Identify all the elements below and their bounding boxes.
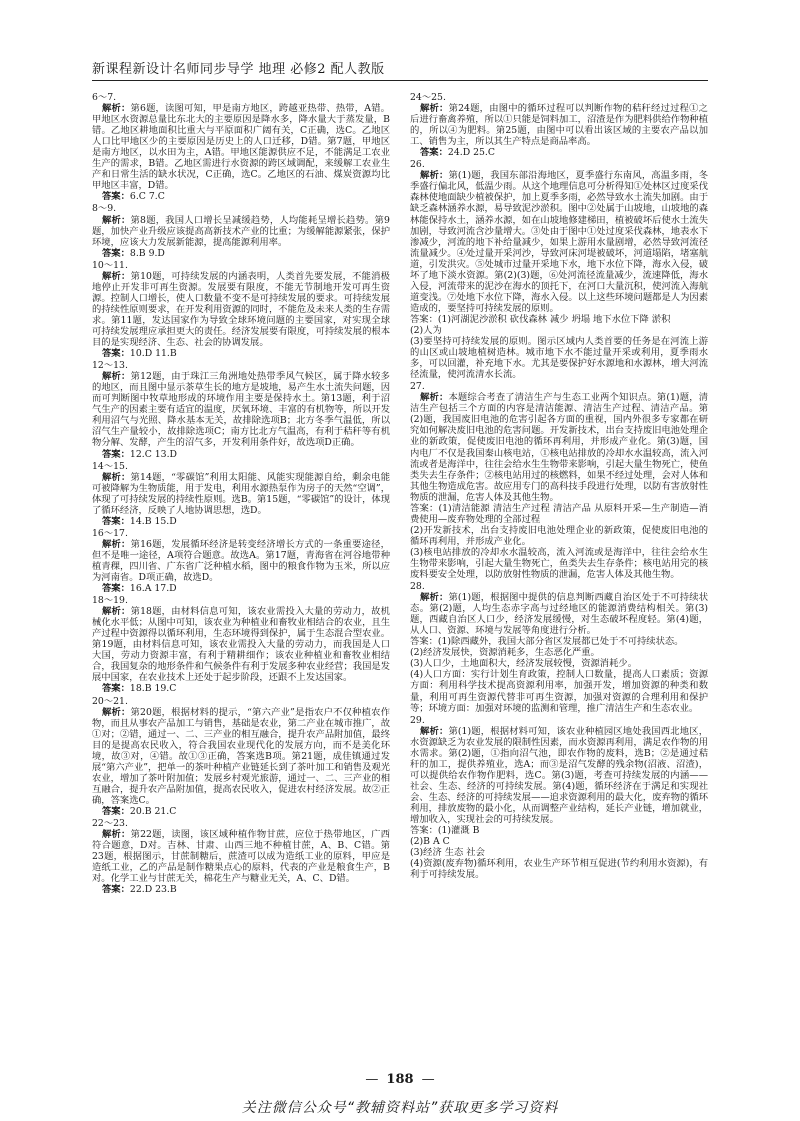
answer-entry	[92, 260, 390, 359]
answer-line	[92, 806, 390, 817]
answer-value: 16.A 17.D	[129, 583, 177, 595]
explanation-body: 第18题，由材料信息可知，该农业需投入大量的劳动力，故机械化水平低；从图中可知，该农业为种植业和畜牧业相结合的农业，且生产过程中资源得以循环利用，生态环境得到保护，属于生态混合型农业。第19题，由材料信息可知，该农业需投入大量的劳动力，而我国是人口大国，劳动力资源丰富，有利于精耕细作；该农业种植业和畜牧业相结合，我国复杂的地形条件和气候条件有利于发展多种农业经营；我国是发展中国家，在农业技术上还处于起步阶段，还跟不上发达国家。	[92, 606, 390, 684]
explanation-label: 解析：	[420, 592, 449, 604]
answer-label: 答案：	[102, 515, 130, 527]
explanation-label: 解析：	[102, 538, 131, 550]
explanation-text	[92, 606, 390, 683]
answer-subline: (3)要坚持可持续发展的原则。图示区域内人类首要的任务是在河流上游的山区或山坡地植树造林。城市地下水不能过量开采或利用，夏季雨水多，可以回灌，补充地下水。尤其是要保护好水源地和水源林，增大河流径流量，使河流清水长流。	[410, 336, 708, 381]
question-number: 22～23.	[92, 818, 128, 830]
answer-label: 答案：	[420, 147, 448, 159]
question-number: 27.	[410, 381, 425, 393]
answer-subline: (4)资源(废弃物)循环利用，农业生产环节相互促进(节约利用水资源)，有利于可持续发展。	[410, 858, 708, 881]
page-number-footer: — 188 —	[365, 1072, 435, 1087]
answer-line	[92, 348, 390, 359]
answer-value: 6.C 7.C	[129, 191, 165, 203]
explanation-label: 解析：	[420, 103, 449, 115]
answer-value: 10.D 11.B	[129, 348, 177, 360]
question-number: 6～7.	[92, 92, 117, 103]
answer-entry	[410, 581, 708, 714]
answer-entry	[92, 203, 390, 258]
answer-entry	[92, 528, 390, 594]
explanation-text	[410, 592, 708, 636]
question-number: 18～19.	[92, 595, 128, 607]
answer-value: 24.D 25.C	[447, 147, 495, 159]
explanation-body: 第(1)题，根据图中提供的信息判断西藏自治区处于不可持续状态。第(2)题，人均生态赤字高与过经地区的能源消费结构相关。第(3)题，西藏自治区人口少，经济发展缓慢，对生态破坏程度轻。第(4)题，从人口、资源、环境与发展等角度进行分析。	[410, 592, 708, 637]
explanation-text	[92, 472, 390, 516]
answer-subline: (2)经济发展快，资源消耗多，生态恶化严重。	[410, 647, 600, 659]
explanation-body: 第12题，由于珠江三角洲地处热带季风气候区，属于降水较多的地区，而且图中显示茶草生长的地方是坡地，易产生水土流失问题，因而可判断图中牧草地形成的环境作用主要是保持水土。第13题，利于沼气生产的因素主要有适宜的温度，厌氧环境、丰富的有机物等，所以开发利用沼气与光照、降水基本无关，故排除选项B；北方冬季气温低，所以沼气生产量较小，故排除选项C；南方比北方气温高，有利于秸秆等有机物分解、发酵，产生的沼气多，开发利用条件好，故选项D正确。	[92, 371, 390, 449]
answer-entry	[410, 715, 708, 881]
explanation-body: 第(1)题，我国东部沿海地区，夏季盛行东南风，高温多雨，冬季盛行偏北风，低温少雨。从这个地理信息可分析得知①处林区过度采伐森林使地面缺少植被保护，加上夏季多雨，必然导致水土流失加剧。由于缺乏森林涵养水源，易导致泥沙淤积。图中②处属于山坡地，山坡地的森林能保持水土，涵养水源，如在山坡地修建梯田，植被破坏后使水土流失加剧，导致河流含沙量增大。③处由于图中①处过度采伐森林，地表水下渗减少，河流的地下补给量减少，如果上游用水量剧增，必然导致河流径流量减少。④处过量开采河沙，导致河床河堤被破坏，河道塌陷，堵塞航道，引发洪灾。⑤处城市过量开采地下水，地下水位下降，海水入侵，破坏了地下淡水资源。第(2)(3)题，⑥处河流径流量减少，流速降低，海水入侵，河流带来的泥沙在海水的顶托下，在河口大量沉积，使河流入海航道变浅。⑦处地下水位下降，海水入侵。以上这些环境问题都是人为因素造成的，要坚持可持续发展的原则。	[410, 170, 708, 314]
answer-label: 答案：	[102, 583, 130, 595]
footer-handwritten-note: 关注微信公众号“教辅资料站”获取更多学习资料	[241, 1100, 559, 1116]
answer-label: 答案：	[102, 191, 130, 203]
explanation-text	[92, 103, 390, 191]
page-header: 新课程新设计名师同步导学 地理 必修2 配人教版	[92, 62, 385, 77]
answer-value: 14.B 15.D	[129, 515, 177, 527]
answer-subline: 答案：(1)河湖泥沙淤积 砍伐森林 减少 坍塌 地下水位下降 淤积	[410, 313, 671, 325]
answer-value: 18.B 19.C	[129, 683, 177, 695]
answer-entry	[410, 159, 708, 380]
answer-entry	[92, 696, 390, 818]
header-divider	[92, 80, 708, 81]
answer-label: 答案：	[102, 448, 130, 460]
explanation-label: 解析：	[102, 606, 131, 618]
explanation-label: 解析：	[102, 371, 131, 383]
answer-label: 答案：	[102, 806, 130, 817]
explanation-body: 第20题，根据材料的提示，“第六产业”是指农户不仅种植农作物，而且从事农产品加工与销售，基础是农业，第二产业在城市推广，故①对；②错，通过一、二、三产业的相互融合，提升农产品附加值，最终目的是提高农民收入，符合我国农业现代化的发展方向，而不是美化环境，故③对，④错。故①③正确，答案选B项。第21题，成佳镇通过发展“第六产业”，把单一的茶叶种植产业链延长到了茶叶加工和销售及观光农业，增加了茶叶附加值；发展乡村观光旅游，通过一、二、三产业的相互融合，提升农产品附加值，提高农民收入，促进农村经济发展。故②正确，答案选C。	[92, 706, 390, 806]
page-number: 188	[386, 1072, 414, 1087]
question-number: 12～13.	[92, 360, 128, 372]
explanation-text	[410, 103, 708, 147]
explanation-body: 第16题，发展循环经济是转变经济增长方式的一条重要途径，但不是唯一途径，A项符合题意。故选A。第17题，青海省在河谷地带种植青稞，四川省、广东省广泛种植水稻，图中的粮食作物为玉米，所以应为河南省。D项正确，故选D。	[92, 538, 390, 584]
answer-line	[92, 884, 390, 895]
explanation-label: 解析：	[102, 471, 131, 483]
explanation-label: 解析：	[420, 725, 449, 737]
answer-line	[410, 147, 708, 158]
question-number: 14～15.	[92, 460, 128, 472]
answer-label: 答案：	[102, 884, 130, 896]
question-number: 16～17.	[92, 527, 128, 539]
answer-value: 8.B 9.D	[129, 247, 165, 259]
explanation-body: 第22题，读图，该区域种植作物甘蔗，应位于热带地区，广西符合题意，D对。吉林、甘肃、山西三地不种植甘蔗，A、B、C错。第23题，根据图示，甘蔗制糖后，蔗渣可以成为造纸工业的原料，甲应是造纸工业，乙的产品是制作糖果点心的原料，代表的产业是粮食生产，B对。化学工业与甘蔗无关，棉花生产与糖业无关，A、C、D错。	[92, 829, 390, 885]
explanation-body: 本题综合考查了清洁生产与生态工业两个知识点。第(1)题，清洁生产包括三个方面的内容是清洁能源、清洁生产过程、清洁产品。第(2)题，我国废旧电池的危害引起各方面的重视，国内外很多专家都在研究如何解决废旧电池的危害问题。开发新技术，出台支持废旧电池处理企业的新政策，促使废旧电池的循环再利用，并形成产业化。第(3)题，国内电厂不仅是我国秦山核电站，①核电站排放的冷却水水温较高，流入河流或者是海洋中，往往会给水生生物带来影响，引起大量生物死亡，使鱼类失去生存条件；②核电站用过的核燃料，如果不经过处理，会对人体和其他生物造成危害。故应用专门的高科技手段进行处理，以防有害放射性物质的泄漏，危害人体及其他生物。	[410, 392, 708, 503]
question-number: 26.	[410, 159, 425, 171]
answer-entry	[92, 92, 390, 202]
explanation-body: 第14题，“零碳馆”利用太阳能、风能实现能源自给，剩余电能可被降解为生物质能，用于发电，利用水源热泵作为房子的天然“空调”，体现了可持续发展的持续性原则。选B。第15题，“零碳馆”的设计，体现了循环经济，反映了人地协调思想，选D。	[92, 471, 390, 516]
left-column	[92, 92, 390, 1052]
answer-label: 答案：	[102, 683, 130, 695]
explanation-label: 解析：	[102, 829, 131, 841]
answer-entry	[410, 381, 708, 580]
explanation-text	[410, 726, 708, 825]
explanation-label: 解析：	[102, 706, 131, 718]
answer-subline: (2)开发新技术，出台支持废旧电池处理企业的新政策，促使废旧电池的循环再利用，并形成产业化。	[410, 524, 708, 547]
explanation-text	[410, 392, 708, 502]
explanation-text	[92, 271, 390, 348]
answer-entry	[92, 360, 390, 459]
answer-entry	[92, 595, 390, 694]
question-number: 8～9.	[92, 203, 117, 215]
answer-value: 22.D 23.B	[129, 884, 177, 896]
explanation-label: 解析：	[102, 270, 131, 282]
answer-subline: (3)经济 生态 社会	[410, 847, 485, 859]
question-number: 10～11.	[92, 259, 128, 271]
answer-label: 答案：	[102, 247, 130, 259]
explanation-text	[92, 371, 390, 448]
explanation-label: 解析：	[102, 214, 131, 226]
answer-subline: 答案：(1)灌溉 B	[410, 825, 480, 837]
explanation-text	[410, 170, 708, 314]
answer-entry	[92, 818, 390, 895]
explanation-body: 第6题，读图可知，甲是南方地区，跨越亚热带、热带，A错。甲地区水资源总量比东北大的主要原因是降水多，降水量大于蒸发量，B错。乙地区耕地面积比重大与平原面积广阔有关，C正确，选C。乙地区人口比甲地区少的主要原因是历史上的人口迁移，D错。第7题，甲地区是南方地区，以水田为主，A错。甲地区能源供应不足，不能满足工农业生产的需求，B错。乙地区需进行水资源的跨区域调配，来缓解工农业生产和日常生活的缺水状况，C正确，选C。乙地区的石油、煤炭资源均比甲地区丰富，D错。	[92, 103, 390, 192]
answer-line	[92, 583, 390, 594]
explanation-text	[92, 707, 390, 806]
right-column	[410, 92, 708, 1052]
answer-label: 答案：	[102, 348, 130, 360]
answer-subline: (3)人口少，土地面积大，经济发展较慢，资源消耗少。	[410, 658, 637, 670]
answer-subline: 答案：(1)除西藏外，我国大部分省区发展都已处于不可持续状态。	[410, 636, 684, 648]
answer-line	[92, 191, 390, 202]
explanation-body: 第8题，我国人口增长呈减缓趋势，人均能耗呈增长趋势。第9题，加快产业升级应该提高高新技术产业的比重；为缓解能源紧张，保护环境，应该大力发展新能源，提高能源利用率。	[92, 214, 390, 248]
explanation-body: 第10题，可持续发展的内涵表明，人类首先要发展，不能消极地停止开发非可再生资源。发展要有限度，不能无节制地开发可再生资源。控制人口增长，使人口数量不变不是可持续发展的要求。可持续发展的持续性原则要求，在开发利用资源的同时，不能危及未来人类的生存需求。第11题，发达国家作为导致全球环境问题的主要国家，对实现全球可持续发展理应承担更大的责任。经济发展要有限度，可持续发展的根本目的是实现经济、生态、社会的协调发展。	[92, 270, 390, 349]
explanation-body: 第(1)题，根据材料可知，该农业种植园区地处我国西北地区，水资源缺乏为农业发展的限制性因素，而水资源再利用，满足农作物的用水需求。第(2)题，①指向沼气池，即农作物的废料，选B；②是通过秸秆的加工，提供养殖业，选A；而③是沼气发酵的残余物(沼液、沼渣)，可以提供给农作物作肥料，选C。第(3)题，考查可持续发展的内涵——社会、生态、经济的可持续发展。第(4)题，循环经济在于满足和实现社会、生态、经济的可持续发展——追求资源利用的最大化，废弃物的循环利用，排放废物的最小化，从而调整产业结构，延长产业链，增加就业，增加收入，实现社会的可持续发展。	[410, 725, 708, 826]
answer-entry	[410, 92, 708, 158]
explanation-body: 第24题，由图中的循环过程可以判断作物的秸秆经过过程①之后进行畜禽养殖，所以①只能是饲料加工，沼渣是作为肥料供给作物种植的，所以④为肥料。第25题，由图中可以看出该区域的主要农产品以加工、销售为主，所以其生产特点是商品率高。	[410, 103, 708, 148]
answer-value: 20.B 21.C	[129, 806, 177, 817]
question-number: 24～25.	[410, 92, 446, 103]
answer-subline: (3)核电站排放的冷却水水温较高，流入河流或是海洋中，往往会给水生生物带来影响，引起大量生物死亡，鱼类失去生存条件；核电站用完的核废料要安全处理，以防放射性物质的泄漏，危害人体及其他生物。	[410, 546, 708, 581]
explanation-label: 解析：	[420, 392, 449, 404]
question-number: 29.	[410, 714, 425, 726]
answer-line	[92, 683, 390, 694]
question-number: 20～21.	[92, 695, 128, 707]
explanation-label: 解析：	[420, 170, 449, 182]
explanation-label: 解析：	[102, 103, 131, 115]
answer-subline: (2)人为	[410, 324, 442, 336]
explanation-text	[92, 539, 390, 583]
answer-line	[92, 248, 390, 259]
answer-line	[92, 516, 390, 527]
explanation-text	[92, 829, 390, 884]
question-number: 28.	[410, 581, 425, 593]
answer-value: 12.C 13.D	[129, 448, 177, 460]
answer-entry	[92, 461, 390, 527]
answer-subline: (4)人口方面：实行计划生育政策，控制人口数量，提高人口素质；资源方面：利用科学技术提高资源利用率，加强开发，增加资源的种类和数量，利用可再生资源代替非可再生资源，加强对资源的合理利用和保护等；环境方面：加强对环境的监测和管理，推广清洁生产和生态农业。	[410, 669, 708, 714]
answer-line	[92, 449, 390, 460]
explanation-text	[92, 215, 390, 248]
answer-subline: (2)B A C	[410, 836, 450, 848]
answer-subline: 答案：(1)清洁能源 清洁生产过程 清洁产品 从原料开采—生产制造—消费使用—废弃物处理的全部过程	[410, 502, 708, 525]
